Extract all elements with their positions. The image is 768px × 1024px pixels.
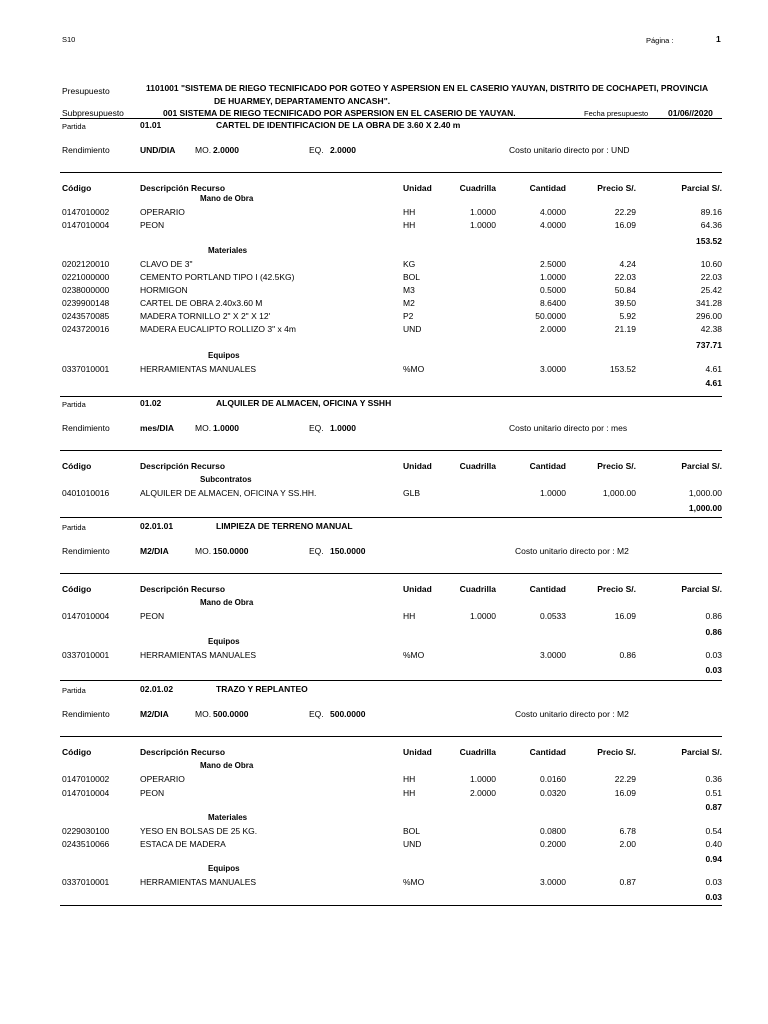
cell-precio: 0.87	[619, 877, 636, 887]
section-divider	[60, 573, 722, 574]
partida-title: CARTEL DE IDENTIFICACION DE LA OBRA DE 3.60 X 2.40 m	[216, 120, 461, 130]
subtotal: 737.71	[696, 340, 722, 350]
col-cantidad: Cantidad	[529, 584, 566, 594]
cell-parcial: 341.28	[696, 298, 722, 308]
table-row	[0, 259, 768, 271]
section-divider	[60, 517, 722, 518]
cell-unit: HH	[403, 774, 416, 784]
category-heading: Mano de Obra	[200, 598, 254, 607]
col-precio: Precio S/.	[597, 461, 636, 471]
col-precio: Precio S/.	[597, 747, 636, 757]
col-parcial: Parcial S/.	[681, 183, 722, 193]
cell-precio: 153.52	[610, 364, 636, 374]
column-header	[0, 584, 768, 596]
cell-cant: 0.5000	[540, 285, 566, 295]
table-row	[0, 364, 768, 376]
cell-precio: 16.09	[614, 220, 636, 230]
col-parcial: Parcial S/.	[681, 461, 722, 471]
category-heading: Materiales	[208, 813, 248, 822]
cell-parcial: 0.54	[705, 826, 722, 836]
header-divider	[60, 118, 722, 119]
cell-cant: 8.6400	[540, 298, 566, 308]
table-row	[0, 774, 768, 786]
cell-precio: 6.78	[619, 826, 636, 836]
cell-parcial: 64.36	[700, 220, 722, 230]
column-header	[0, 461, 768, 473]
col-codigo: Código	[62, 747, 92, 757]
costo-unitario: Costo unitario directo por : mes	[509, 423, 628, 433]
cell-code: 0147010004	[62, 788, 110, 798]
cell-code: 0147010004	[62, 611, 110, 621]
eq-value: 150.0000	[330, 546, 366, 556]
cell-parcial: 0.40	[705, 839, 722, 849]
cell-parcial: 0.86	[705, 611, 722, 621]
costo-unitario: Costo unitario directo por : M2	[515, 546, 629, 556]
eq-value: 500.0000	[330, 709, 366, 719]
cell-precio: 16.09	[614, 611, 636, 621]
subtotal: 0.03	[705, 892, 722, 902]
partida-label: Partida	[62, 686, 86, 695]
cell-unit: KG	[403, 259, 416, 269]
table-row	[0, 207, 768, 219]
mo-value: 2.0000	[213, 145, 239, 155]
category-heading: Mano de Obra	[200, 194, 254, 203]
partida-label: Partida	[62, 400, 86, 409]
cell-unit: %MO	[403, 650, 425, 660]
col-cantidad: Cantidad	[529, 461, 566, 471]
col-codigo: Código	[62, 183, 92, 193]
rendimiento-unit: M2/DIA	[140, 546, 169, 556]
col-cuadrilla: Cuadrilla	[459, 747, 496, 757]
cell-desc: ALQUILER DE ALMACEN, OFICINA Y SS.HH.	[140, 488, 317, 498]
cell-desc: HERRAMIENTAS MANUALES	[140, 650, 257, 660]
rendimiento-label: Rendimiento	[62, 709, 110, 719]
cell-cuad: 1.0000	[470, 220, 496, 230]
eq-label: EQ.	[309, 546, 324, 556]
table-row	[0, 826, 768, 838]
partida-title: LIMPIEZA DE TERRENO MANUAL	[216, 521, 353, 531]
cell-parcial: 0.03	[705, 877, 722, 887]
cell-parcial: 0.51	[705, 788, 722, 798]
col-unidad: Unidad	[403, 584, 432, 594]
cell-unit: UND	[403, 324, 422, 334]
rendimiento-unit: UND/DIA	[140, 145, 176, 155]
cell-parcial: 25.42	[700, 285, 722, 295]
col-descripcion: Descripción Recurso	[140, 461, 226, 471]
cell-unit: HH	[403, 220, 416, 230]
mo-label: MO.	[195, 546, 212, 556]
cell-cant: 0.0160	[540, 774, 566, 784]
cell-cant: 3.0000	[540, 364, 566, 374]
cell-parcial: 89.16	[700, 207, 722, 217]
cell-cant: 3.0000	[540, 650, 566, 660]
col-unidad: Unidad	[403, 461, 432, 471]
cell-desc: OPERARIO	[140, 774, 185, 784]
subtotal: 0.87	[705, 802, 722, 812]
cell-desc: HERRAMIENTAS MANUALES	[140, 364, 257, 374]
mo-value: 1.0000	[213, 423, 239, 433]
col-precio: Precio S/.	[597, 584, 636, 594]
col-cuadrilla: Cuadrilla	[459, 183, 496, 193]
partida-code: 01.02	[140, 398, 162, 408]
cell-precio: 2.00	[619, 839, 636, 849]
cell-precio: 5.92	[619, 311, 636, 321]
cell-cant: 1.0000	[540, 272, 566, 282]
cell-code: 0243510066	[62, 839, 110, 849]
section-divider	[60, 450, 722, 451]
cell-cant: 2.0000	[540, 324, 566, 334]
table-row	[0, 611, 768, 623]
cell-cuad: 2.0000	[470, 788, 496, 798]
mo-value: 500.0000	[213, 709, 249, 719]
cell-code: 0147010002	[62, 207, 110, 217]
eq-value: 2.0000	[330, 145, 356, 155]
mo-value: 150.0000	[213, 546, 249, 556]
cell-code: 0202120010	[62, 259, 110, 269]
table-row	[0, 311, 768, 323]
subtotal: 1,000.00	[688, 503, 722, 513]
col-descripcion: Descripción Recurso	[140, 584, 226, 594]
cell-desc: MADERA EUCALIPTO ROLLIZO 3" x 4m	[140, 324, 296, 334]
cell-code: 0243570085	[62, 311, 110, 321]
cell-precio: 21.19	[614, 324, 636, 334]
cell-cant: 0.0533	[540, 611, 566, 621]
cell-code: 0239900148	[62, 298, 110, 308]
rendimiento-unit: mes/DIA	[140, 423, 175, 433]
system-code: S10	[62, 35, 76, 44]
cell-cant: 0.0800	[540, 826, 566, 836]
cell-unit: HH	[403, 611, 416, 621]
cell-unit: BOL	[403, 826, 421, 836]
cell-code: 0229030100	[62, 826, 110, 836]
subtotal: 0.03	[705, 665, 722, 675]
cell-cant: 4.0000	[540, 207, 566, 217]
table-row	[0, 839, 768, 851]
table-row	[0, 298, 768, 310]
cell-cant: 2.5000	[540, 259, 566, 269]
cell-desc: HERRAMIENTAS MANUALES	[140, 877, 257, 887]
eq-value: 1.0000	[330, 423, 356, 433]
cell-cant: 4.0000	[540, 220, 566, 230]
col-descripcion: Descripción Recurso	[140, 747, 226, 757]
cell-desc: CEMENTO PORTLAND TIPO I (42.5KG)	[140, 272, 295, 282]
presupuesto-title-line1: 1101001 "SISTEMA DE RIEGO TECNIFICADO POR GOTEO Y ASPERSION EN EL CASERIO YAUYAN, DISTRITO DE COCHAPETI, PROVINCIA	[146, 83, 709, 93]
cell-desc: OPERARIO	[140, 207, 185, 217]
category-heading: Equipos	[208, 637, 240, 646]
cell-precio: 1,000.00	[602, 488, 636, 498]
costo-unitario: Costo unitario directo por : M2	[515, 709, 629, 719]
cell-code: 0147010004	[62, 220, 110, 230]
category-heading: Subcontratos	[200, 475, 252, 484]
cell-cuad: 1.0000	[470, 611, 496, 621]
mo-label: MO.	[195, 709, 212, 719]
cell-parcial: 10.60	[700, 259, 722, 269]
col-unidad: Unidad	[403, 183, 432, 193]
partida-label: Partida	[62, 122, 86, 131]
mo-label: MO.	[195, 145, 212, 155]
presupuesto-label: Presupuesto	[62, 86, 110, 96]
category-heading: Mano de Obra	[200, 761, 254, 770]
mo-label: MO.	[195, 423, 212, 433]
cell-unit: GLB	[403, 488, 421, 498]
cell-unit: M2	[403, 298, 415, 308]
col-codigo: Código	[62, 461, 92, 471]
cell-unit: UND	[403, 839, 422, 849]
section-divider	[60, 680, 722, 681]
col-descripcion: Descripción Recurso	[140, 183, 226, 193]
fecha-value: 01/06//2020	[668, 108, 713, 118]
cell-code: 0337010001	[62, 364, 110, 374]
section-divider	[60, 736, 722, 737]
partida-code: 02.01.01	[140, 521, 174, 531]
costo-unitario: Costo unitario directo por : UND	[509, 145, 630, 155]
cell-cuad: 1.0000	[470, 774, 496, 784]
rendimiento-label: Rendimiento	[62, 546, 110, 556]
cell-code: 0243720016	[62, 324, 110, 334]
cell-desc: YESO EN BOLSAS DE 25 KG.	[140, 826, 258, 836]
col-cuadrilla: Cuadrilla	[459, 584, 496, 594]
subpresupuesto-label: Subpresupuesto	[62, 108, 124, 118]
cell-desc: HORMIGON	[140, 285, 188, 295]
subpresupuesto-value: 001 SISTEMA DE RIEGO TECNIFICADO POR ASPERSION EN EL CASERIO DE YAUYAN.	[163, 108, 516, 118]
cell-cant: 3.0000	[540, 877, 566, 887]
col-cuadrilla: Cuadrilla	[459, 461, 496, 471]
table-row	[0, 220, 768, 232]
cell-code: 0238000000	[62, 285, 110, 295]
page-label: Página :	[646, 36, 674, 45]
partida-title: TRAZO Y REPLANTEO	[216, 684, 308, 694]
cell-code: 0401010016	[62, 488, 110, 498]
section-divider	[60, 905, 722, 906]
col-cantidad: Cantidad	[529, 183, 566, 193]
cell-desc: PEON	[140, 220, 165, 230]
cell-parcial: 42.38	[700, 324, 722, 334]
category-heading: Equipos	[208, 351, 240, 360]
section-divider	[60, 396, 722, 397]
page-number: 1	[716, 34, 721, 44]
partida-title: ALQUILER DE ALMACEN, OFICINA Y SSHH	[216, 398, 392, 408]
rendimiento-label: Rendimiento	[62, 145, 110, 155]
cell-parcial: 296.00	[696, 311, 722, 321]
cell-code: 0337010001	[62, 877, 110, 887]
fecha-label: Fecha presupuesto	[584, 109, 649, 118]
cell-precio: 22.03	[614, 272, 636, 282]
subtotal: 0.86	[705, 627, 722, 637]
cell-desc: CARTEL DE OBRA 2.40x3.60 M	[140, 298, 263, 308]
eq-label: EQ.	[309, 423, 324, 433]
cell-unit: HH	[403, 788, 416, 798]
table-row	[0, 324, 768, 336]
cell-unit: %MO	[403, 877, 425, 887]
partida-code: 02.01.02	[140, 684, 174, 694]
table-row	[0, 285, 768, 297]
cell-cant: 50.0000	[535, 311, 566, 321]
cell-cuad: 1.0000	[470, 207, 496, 217]
column-header	[0, 747, 768, 759]
col-cantidad: Cantidad	[529, 747, 566, 757]
cell-cant: 0.2000	[540, 839, 566, 849]
cell-unit: M3	[403, 285, 415, 295]
category-heading: Equipos	[208, 864, 240, 873]
cell-desc: CLAVO DE 3"	[140, 259, 193, 269]
cell-precio: 0.86	[619, 650, 636, 660]
eq-label: EQ.	[309, 709, 324, 719]
category-heading: Materiales	[208, 246, 248, 255]
col-precio: Precio S/.	[597, 183, 636, 193]
cell-precio: 39.50	[614, 298, 636, 308]
cell-unit: P2	[403, 311, 414, 321]
cell-code: 0147010002	[62, 774, 110, 784]
subtotal: 153.52	[696, 236, 722, 246]
cell-cant: 0.0320	[540, 788, 566, 798]
section-divider	[60, 172, 722, 173]
subtotal: 4.61	[705, 378, 722, 388]
column-header	[0, 183, 768, 195]
rendimiento-label: Rendimiento	[62, 423, 110, 433]
cell-parcial: 1,000.00	[688, 488, 722, 498]
partida-label: Partida	[62, 523, 86, 532]
partida-code: 01.01	[140, 120, 162, 130]
cell-unit: BOL	[403, 272, 421, 282]
cell-unit: HH	[403, 207, 416, 217]
cell-cant: 1.0000	[540, 488, 566, 498]
cell-unit: %MO	[403, 364, 425, 374]
eq-label: EQ.	[309, 145, 324, 155]
cell-code: 0337010001	[62, 650, 110, 660]
subtotal: 0.94	[705, 854, 722, 864]
table-row	[0, 488, 768, 500]
col-parcial: Parcial S/.	[681, 584, 722, 594]
cell-precio: 4.24	[619, 259, 636, 269]
table-row	[0, 650, 768, 662]
col-parcial: Parcial S/.	[681, 747, 722, 757]
table-row	[0, 788, 768, 800]
presupuesto-title-line2: DE HUARMEY, DEPARTAMENTO ANCASH".	[214, 96, 391, 106]
cell-precio: 16.09	[614, 788, 636, 798]
cell-desc: MADERA TORNILLO 2" X 2" X 12'	[140, 311, 271, 321]
rendimiento-unit: M2/DIA	[140, 709, 169, 719]
cell-desc: PEON	[140, 611, 165, 621]
cell-precio: 22.29	[614, 774, 636, 784]
cell-desc: ESTACA DE MADERA	[140, 839, 226, 849]
cell-parcial: 0.36	[705, 774, 722, 784]
table-row	[0, 877, 768, 889]
cell-precio: 50.84	[614, 285, 636, 295]
cell-desc: PEON	[140, 788, 165, 798]
cell-parcial: 4.61	[705, 364, 722, 374]
cell-parcial: 0.03	[705, 650, 722, 660]
cell-precio: 22.29	[614, 207, 636, 217]
table-row	[0, 272, 768, 284]
cell-code: 0221000000	[62, 272, 110, 282]
cell-parcial: 22.03	[700, 272, 722, 282]
col-unidad: Unidad	[403, 747, 432, 757]
col-codigo: Código	[62, 584, 92, 594]
